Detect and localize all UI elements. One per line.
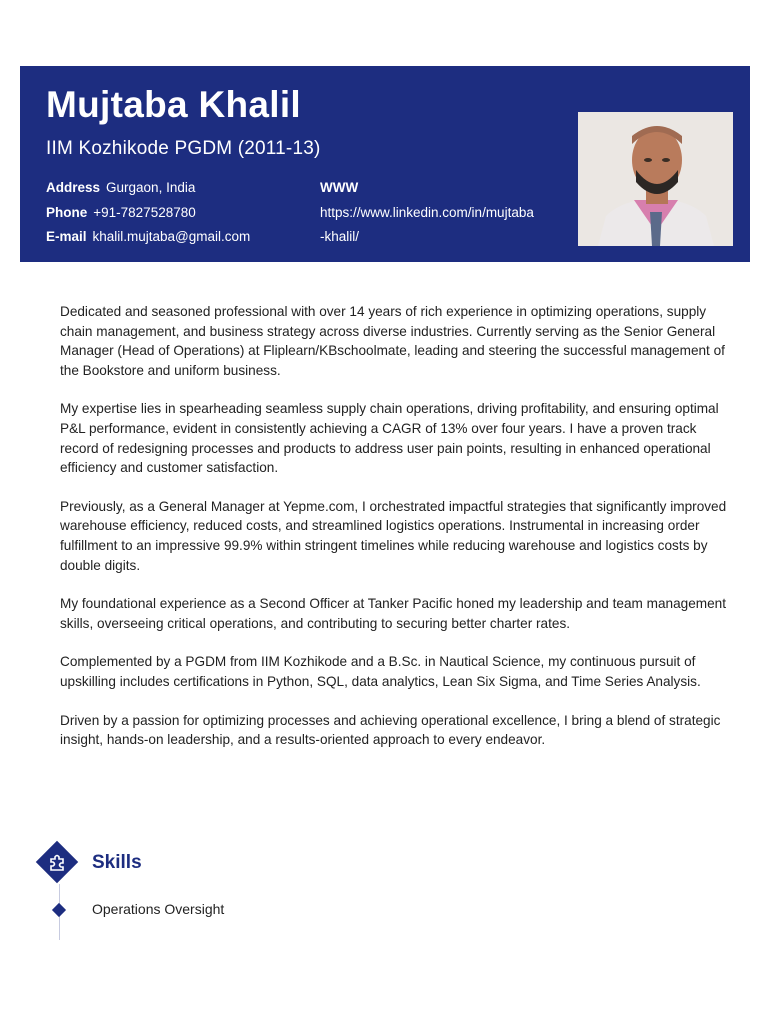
- address-row: [46, 176, 250, 201]
- phone-value: +91-7827528780: [93, 204, 196, 220]
- summary-paragraph: My foundational experience as a Second Officer at Tanker Pacific honed my leadership and team management skills, overseeing critical operations, and contributing to securing better charter rates.: [60, 596, 726, 631]
- profile-photo-illustration: [578, 112, 733, 246]
- professional-summary: [60, 302, 732, 769]
- summary-paragraph: Dedicated and seasoned professional with over 14 years of rich experience in optimizing operations, supply chain management, and business strategy across diverse industries. Currently serving as the Senior General Manager (Head of Operations) at Fliplearn/KBschoolmate, leading and steering the successful management of the Bookstore and uniform business.: [60, 304, 725, 378]
- email-value[interactable]: khalil.mujtaba@gmail.com: [92, 229, 251, 244]
- website-url-line1[interactable]: https://www.linkedin.com/in/mujtaba: [320, 204, 534, 220]
- website-url-line2[interactable]: -khalil/: [320, 229, 360, 244]
- diamond-bullet-icon: [52, 903, 66, 917]
- summary-paragraph: My expertise lies in spearheading seamless supply chain operations, driving profitability, and ensuring optimal P&L performance, evident in consistently achieving a CAGR of 13% over four years. I have a proven track record of redesigning processes and products to address user pain points, resulting in enhanced operational efficiency and customer satisfaction.: [60, 401, 719, 476]
- email-row: [46, 225, 250, 250]
- phone-row: [46, 201, 250, 226]
- website-label: WWW: [320, 180, 359, 195]
- skill-label: Operations Oversight: [92, 901, 225, 917]
- address-value: Gurgaon, India: [106, 180, 196, 195]
- email-label: E-mail: [46, 229, 87, 244]
- address-label: Address: [46, 180, 101, 195]
- education-subtitle: IIM Kozhikode PGDM (2011-13): [46, 138, 321, 159]
- skills-section-heading: [38, 843, 338, 887]
- phone-label: Phone: [46, 204, 88, 220]
- puzzle-icon: [47, 852, 67, 872]
- candidate-name: Mujtaba Khalil: [46, 84, 301, 125]
- header-banner: [20, 66, 750, 262]
- summary-paragraph: Complemented by a PGDM from IIM Kozhikode and a B.Sc. in Nautical Science, my continuous pursuit of upskilling includes certifications in Python, SQL, data analytics, Lean Six Sigma, and Time Series Analysis.: [60, 654, 701, 689]
- skills-title: Skills: [92, 852, 142, 873]
- website-block: [320, 176, 578, 250]
- contact-details: [46, 176, 250, 250]
- profile-photo: [578, 112, 733, 246]
- summary-paragraph: Driven by a passion for optimizing processes and achieving operational excellence, I bring a blend of strategic insight, hands-on leadership, and a results-oriented approach to every endeavor.: [60, 712, 721, 748]
- summary-paragraph: Previously, as a General Manager at Yepme.com, I orchestrated impactful strategies that significantly improved warehouse efficiency, reduced costs, and streamlined logistics operations. Instrumental in increasing order fulfillment to an impressive 99.9% within stringent timelines while reducing warehouse and logistics costs by double digits.: [60, 498, 727, 573]
